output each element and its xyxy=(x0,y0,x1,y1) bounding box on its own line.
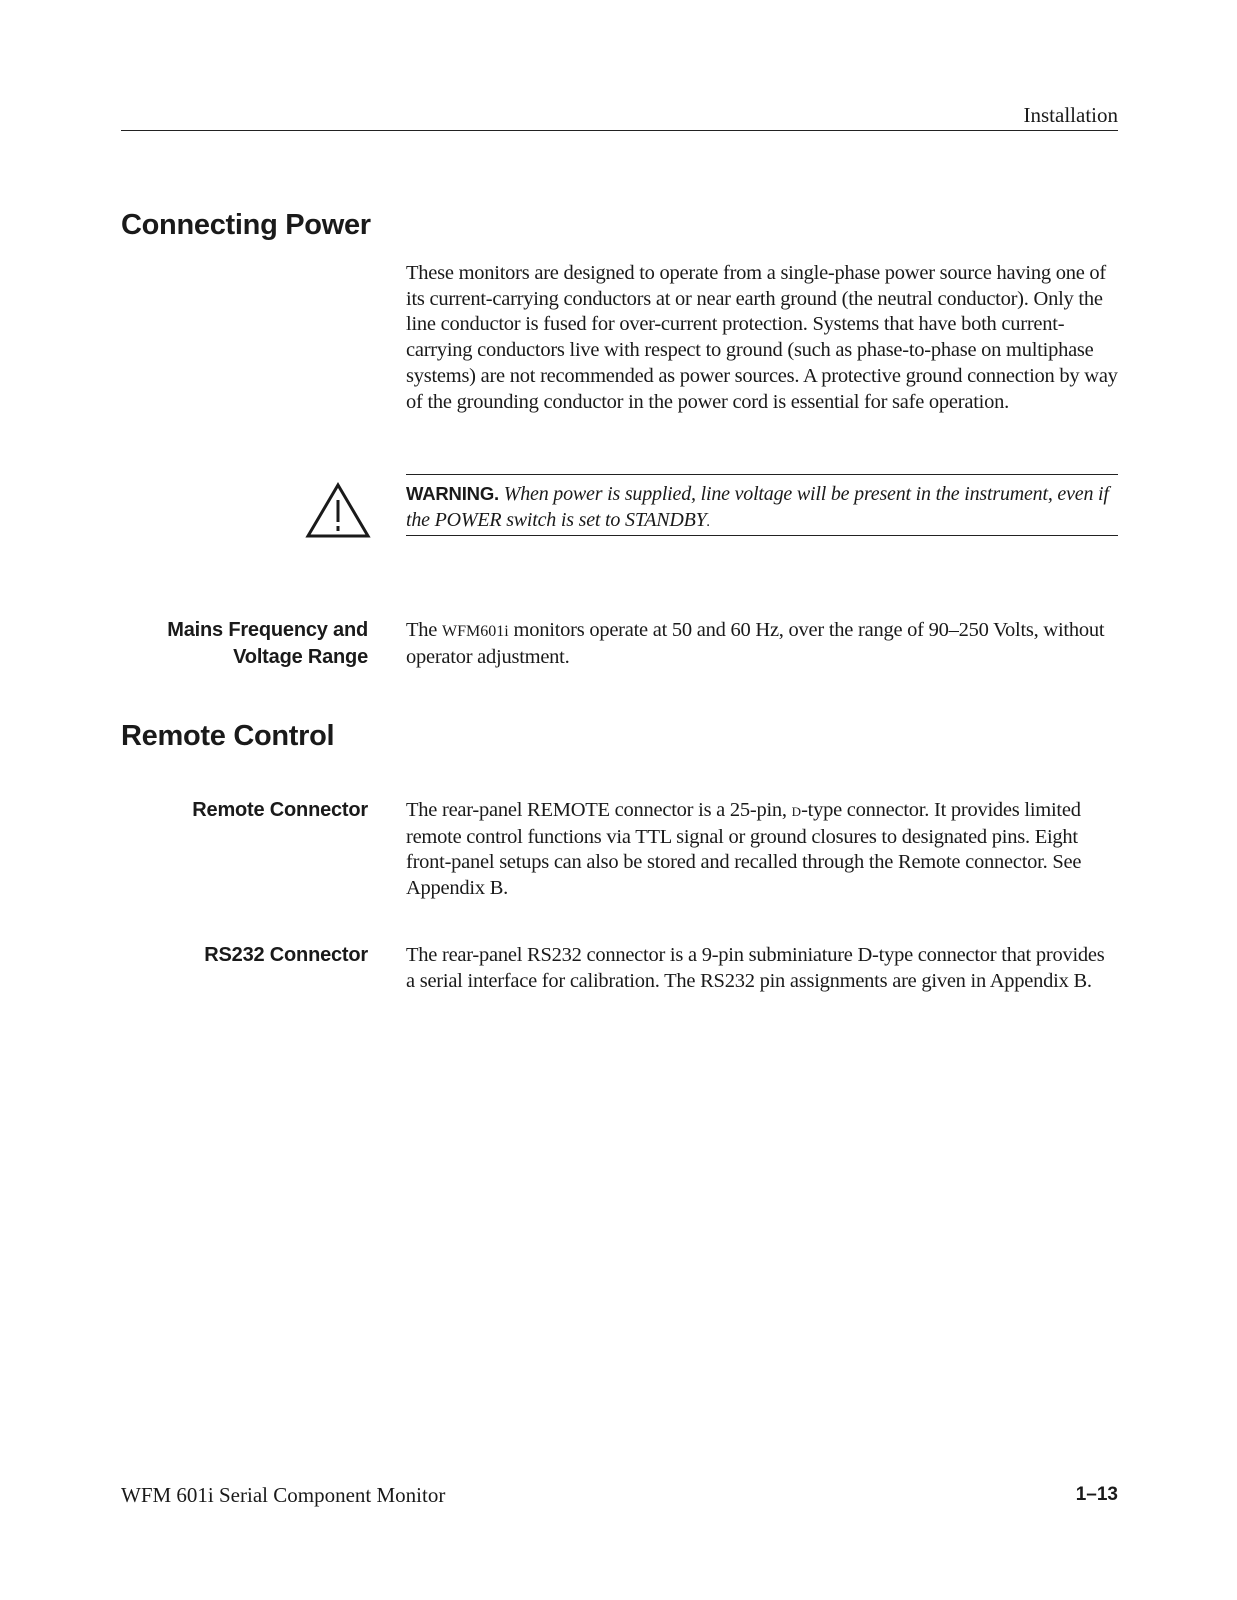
warning-triangle-icon xyxy=(305,482,371,540)
mains-paragraph xyxy=(406,618,1118,670)
rs232-connector-paragraph: The rear-panel RS232 connector is a 9-pin subminiature D-type connector that provides a serial interface for calibration. The RS232 pin assignments are given in Appendix B. xyxy=(406,944,1105,992)
heading-remote-connector: Remote Connector xyxy=(192,799,368,821)
header-rule xyxy=(121,130,1118,131)
running-header: Installation xyxy=(1023,103,1118,127)
remote-connector-paragraph xyxy=(406,798,1118,902)
section-title-connecting-power: Connecting Power xyxy=(121,209,371,241)
warning-box xyxy=(406,474,1118,536)
mains-text-after: monitors operate at 50 and 60 Hz, over the range of 90–250 Volts, without operator adjustment. xyxy=(406,619,1105,668)
warning-text xyxy=(406,481,1118,535)
warning-period: . xyxy=(706,513,711,530)
footer-product-name: WFM 601i Serial Component Monitor xyxy=(121,1483,446,1507)
d-type-letter: D xyxy=(791,804,802,819)
heading-mains-line1: Mains Frequency and xyxy=(167,619,368,641)
remote-text-before: The rear-panel REMOTE connector is a 25-pin, xyxy=(406,799,792,821)
warning-label: WARNING. xyxy=(406,483,499,504)
footer-page-number: 1–13 xyxy=(1075,1484,1118,1505)
warning-body: When power is supplied, line voltage will be present in the instrument, even if the POWER switch is set to STANDBY xyxy=(406,483,1109,531)
mains-text-before: The xyxy=(406,619,442,641)
heading-rs232-connector: RS232 Connector xyxy=(204,944,368,966)
connecting-power-paragraph: These monitors are designed to operate from a single-phase power source having one of its current-carrying conductors at or near earth ground (the neutral conductor). Only the line conductor is fused for over-current protection. Systems that have both current-carrying conductors live with respect to ground (such as phase-to-phase on multiphase systems) are not recommended as power sources. A protective ground connection by way of the grounding conductor in the power cord is essential for safe operation. xyxy=(406,262,1118,413)
heading-mains-line2: Voltage Range xyxy=(233,646,368,668)
remote-text-after: -type connector. It provides limited remote control functions via TTL signal or ground closures to designated pins. Eight front-panel setups can also be stored and recalled through the Remote connector. See Appendix B. xyxy=(406,799,1082,900)
heading-mains-frequency xyxy=(167,617,368,671)
model-name: WFM601i xyxy=(442,623,509,640)
section-title-remote-control: Remote Control xyxy=(121,720,335,752)
